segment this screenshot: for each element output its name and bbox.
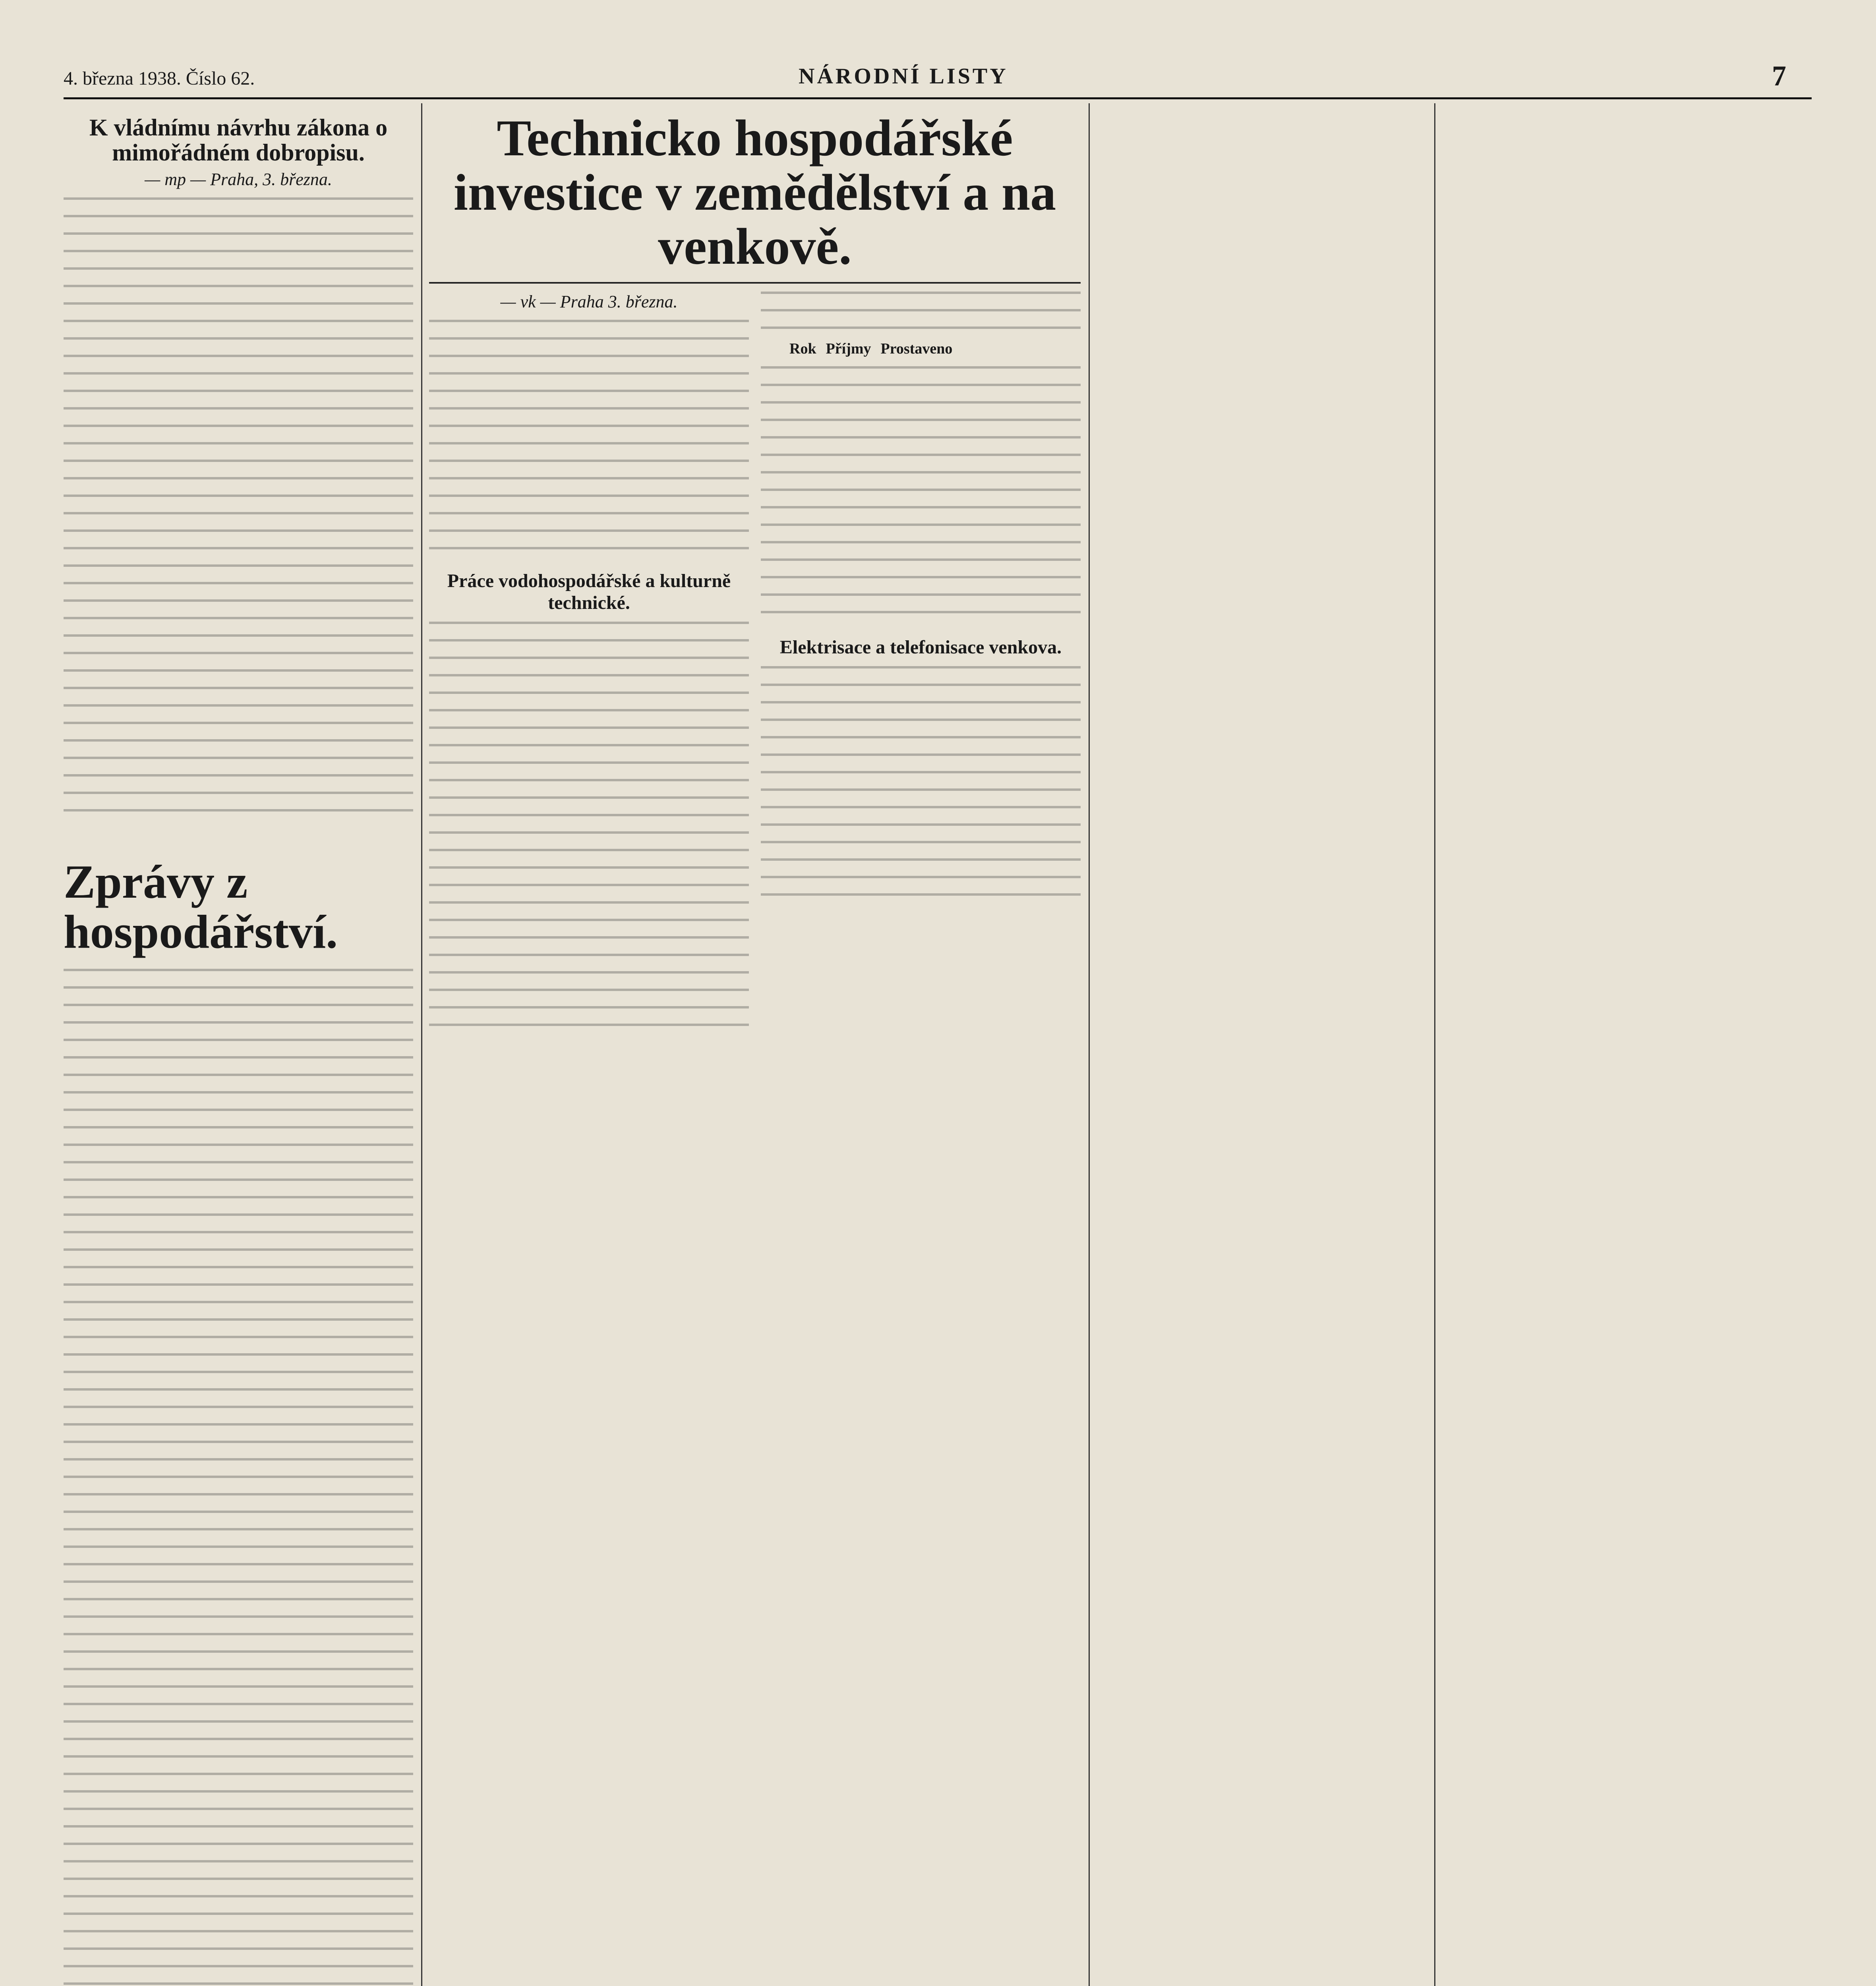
byline-dobropis: — mp — Praha, 3. března. bbox=[145, 170, 332, 189]
table-header-income: Příjmy bbox=[826, 340, 871, 357]
subhead-vodohospodarske: Práce vodohospodářské a kulturně technické. bbox=[447, 570, 731, 613]
headline-technicko: Technicko hospodářské investice v zemědělství a na venkově. bbox=[429, 111, 1081, 284]
issue-date: 4. března 1938. Číslo 62. bbox=[64, 68, 255, 89]
header-rule bbox=[64, 97, 1812, 99]
page-number: 7 bbox=[1772, 60, 1786, 92]
column-divider-1 bbox=[421, 103, 422, 1986]
headline-dobropis: K vládnímu návrhu zákona o mimořádném dobropisu. bbox=[89, 114, 388, 166]
page-header bbox=[64, 60, 1812, 95]
investment-table bbox=[785, 339, 957, 358]
article-technicko-text-4 bbox=[761, 366, 1081, 624]
headline-zpravy: Zprávy z hospodářství. bbox=[64, 855, 338, 958]
column-divider-3 bbox=[1434, 103, 1435, 1986]
article-technicko-text-2 bbox=[429, 622, 749, 1039]
column-divider-2 bbox=[1089, 103, 1090, 1986]
article-dobropis-text bbox=[64, 197, 413, 825]
article-technicko-text-5 bbox=[761, 666, 1081, 904]
table-header-spent: Prostaveno bbox=[880, 340, 953, 357]
article-technicko-text-1 bbox=[429, 320, 749, 558]
byline-technicko: — vk — Praha 3. března. bbox=[500, 292, 678, 311]
subhead-elektrisace: Elektrisace a telefonisace venkova. bbox=[779, 636, 1062, 658]
article-zpravy-text bbox=[64, 969, 413, 1986]
table-header-year: Rok bbox=[789, 340, 816, 357]
article-technicko-text-3 bbox=[761, 292, 1081, 331]
left-column bbox=[64, 115, 413, 1986]
center-column bbox=[429, 111, 1081, 1039]
newspaper-title: NÁRODNÍ LISTY bbox=[799, 64, 1008, 89]
